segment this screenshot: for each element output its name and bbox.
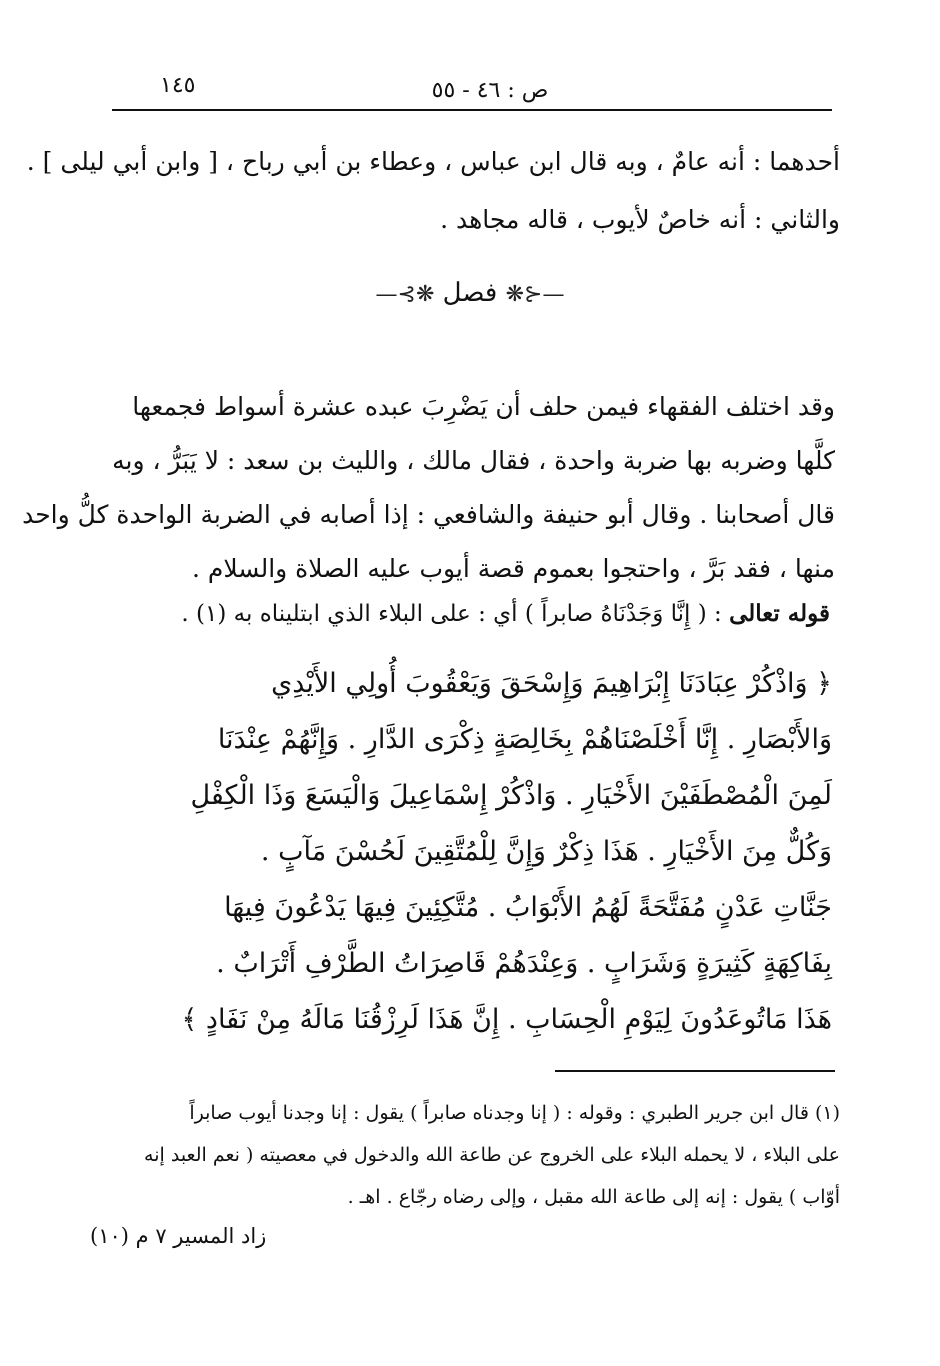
section-heading-text: فصل bbox=[442, 278, 498, 308]
page-number: ١٤٥ bbox=[160, 73, 196, 98]
paragraph-line: منها ، فقد بَرَّ ، واحتجوا بعموم قصة أيوب عليه الصلاة والسلام . bbox=[192, 554, 835, 583]
verse-lead: قوله تعالى bbox=[729, 600, 830, 627]
verse-line: وَالأَبْصَارِ . إِنَّا أَخْلَصْنَاهُمْ بِخَالِصَةٍ ذِكْرَى الدَّارِ . وَإِنَّهُمْ عِنْدَنَا bbox=[217, 724, 832, 755]
ornament-left-icon: ❋⊱— bbox=[375, 282, 435, 307]
fiqh-paragraph bbox=[22, 380, 835, 596]
verse-commentary-text: : ( إِنَّا وَجَدْنَاهُ صابراً ) أي : على البلاء الذي ابتليناه به (١) . bbox=[181, 601, 722, 627]
verse-line: وَكُلٌّ مِنَ الأَخْيَارِ . هَذَا ذِكْرٌ وَإِنَّ لِلْمُتَّقِينَ لَحُسْنَ مَآبٍ . bbox=[260, 836, 832, 867]
verse-line: بِفَاكِهَةٍ كَثِيرَةٍ وَشَرَابٍ . وَعِنْدَهُمْ قَاصِرَاتُ الطَّرْفِ أَتْرَابٌ . bbox=[216, 948, 832, 979]
verse-reference: ص : ٤٦ - ٥٥ bbox=[431, 78, 549, 103]
verse-line: ﴿ وَاذْكُرْ عِبَادَنَا إِبْرَاهِيمَ وَإِسْحَقَ وَيَعْقُوبَ أُولِي الأَيْدِي bbox=[271, 668, 832, 699]
verse-line: هَذَا مَاتُوعَدُونَ لِيَوْمِ الْحِسَابِ . إِنَّ هَذَا لَرِزْقُنَا مَالَهُ مِنْ نَفَادٍ ﴾ bbox=[181, 1004, 832, 1035]
paragraph-line: كلَّها وضربه بها ضربة واحدة ، فقال مالك ، والليث بن سعد : لا يَبَرُّ ، وبه bbox=[112, 446, 835, 475]
intro-opinions bbox=[26, 133, 840, 249]
section-heading bbox=[330, 278, 610, 308]
footnote-line: أوّاب ) يقول : إنه إلى طاعة الله مقبل ، وإلى رضاه رجّاع . اهـ . bbox=[347, 1186, 840, 1208]
footnote bbox=[100, 1092, 840, 1218]
verse-line: لَمِنَ الْمُصْطَفَيْنَ الأَخْيَارِ . وَاذْكُرْ إِسْمَاعِيلَ وَالْيَسَعَ وَذَا الْكِفْلِ bbox=[190, 780, 832, 811]
ornament-right-icon: —⊰❋ bbox=[505, 282, 565, 307]
header-rule bbox=[112, 109, 832, 111]
footnote-line: (١) قال ابن جرير الطبري : وقوله : ( إنا وجدناه صابراً ) يقول : إنا وجدنا أيوب صابراً bbox=[189, 1102, 840, 1124]
paragraph-line: قال أصحابنا . وقال أبو حنيفة والشافعي : إذا أصابه في الضربة الواحدة كلُّ واحد bbox=[22, 500, 835, 529]
intro-line: والثاني : أنه خاصٌ لأيوب ، قاله مجاهد . bbox=[440, 205, 840, 234]
quran-verses bbox=[90, 656, 832, 1048]
signature-mark: زاد المسير ٧ م (١٠) bbox=[90, 1224, 267, 1248]
verse-line: جَنَّاتِ عَدْنٍ مُفَتَّحَةً لَهُمُ الأَبْوَابُ . مُتَّكِئِينَ فِيهَا يَدْعُونَ فِيهَا bbox=[224, 892, 832, 923]
intro-line: أحدهما : أنه عامٌ ، وبه قال ابن عباس ، وعطاء بن أبي رباح ، [ وابن أبي ليلى ] . bbox=[26, 147, 840, 176]
footnote-line: على البلاء ، لا يحمله البلاء على الخروج عن طاعة الله والدخول في معصيته ( نعم العبد إنه bbox=[144, 1144, 840, 1166]
verse-commentary bbox=[100, 594, 830, 634]
paragraph-line: وقد اختلف الفقهاء فيمن حلف أن يَضْرِبَ عبده عشرة أسواط فجمعها bbox=[132, 392, 835, 421]
footnote-separator bbox=[555, 1070, 835, 1072]
